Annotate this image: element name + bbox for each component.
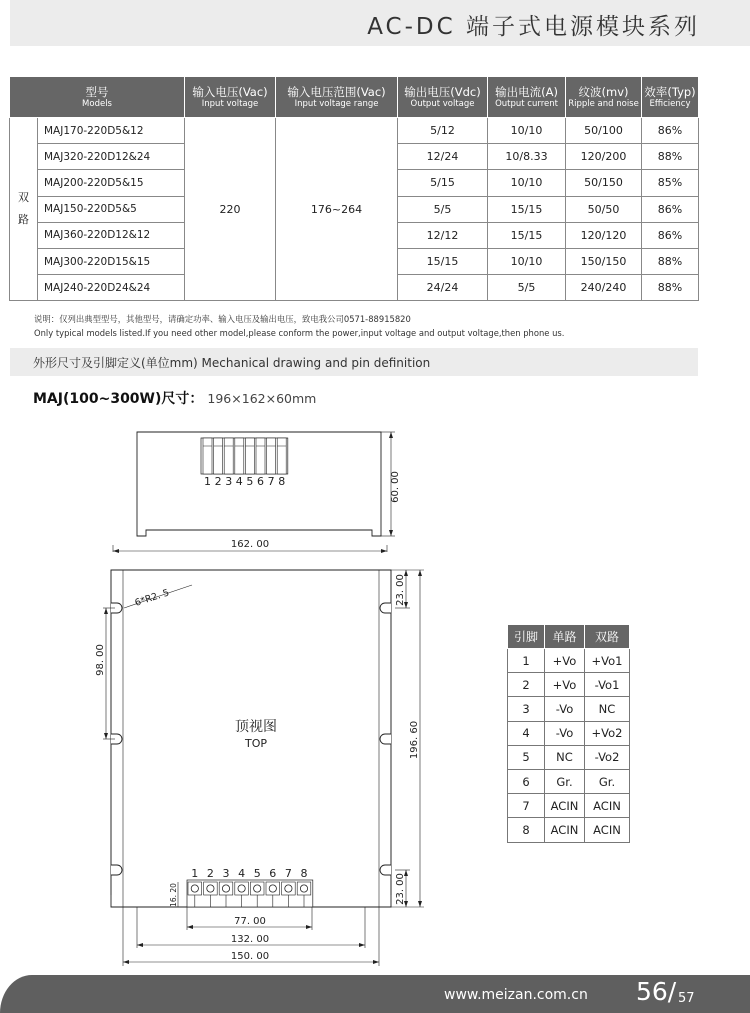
vout-cell: 5/12 (398, 118, 488, 144)
terminal-slot (277, 438, 286, 474)
pin-number: 7 (284, 867, 292, 880)
table-row (508, 673, 630, 697)
pin-cell: -Vo (545, 697, 585, 721)
hole-label: 6*R2. 5 (133, 587, 171, 609)
model-cell: MAJ240-220D24&24 (38, 275, 185, 301)
header-en: Input voltage (201, 98, 259, 109)
pin-number: 4 (238, 867, 246, 880)
eff-cell: 85% (642, 170, 699, 196)
terminal-slot (214, 438, 223, 474)
dim-23-bottom: 23. 00 (395, 873, 406, 905)
eff-cell: 86% (642, 196, 699, 222)
pin-number: 7 (267, 475, 275, 488)
header-zh: 输出电压(Vdc) (404, 84, 481, 99)
pin-number: 3 (225, 475, 233, 488)
pin-cell: +Vo1 (585, 649, 630, 673)
pin-number: 6 (257, 475, 264, 488)
header-en: Ripple and noise (568, 98, 639, 109)
page-number: 56/ (636, 977, 677, 1006)
pin-cell: -Vo1 (585, 673, 630, 697)
eff-cell: 86% (642, 118, 699, 144)
pin-header-cell: 双路 (585, 625, 630, 649)
header-en: Input voltage range (294, 98, 379, 109)
terminal-slot (203, 438, 212, 474)
pin-cell: ACIN (545, 818, 585, 842)
header-zh: 输出电流(A) (495, 84, 558, 99)
pin-number: 4 (235, 475, 243, 488)
terminal-screw (191, 885, 198, 892)
pin-cell: -Vo (545, 721, 585, 745)
page-total: 57 (678, 991, 695, 1006)
dim-77: 77. 00 (234, 916, 266, 927)
pin-number: 6 (269, 867, 277, 880)
pin-number: 1 (191, 867, 199, 880)
pin-table-body (508, 649, 630, 843)
pin-cell: 3 (508, 697, 545, 721)
header-en: Efficiency (649, 98, 691, 109)
pin-number: 1 (204, 475, 211, 488)
terminal-screw (222, 885, 229, 892)
pin-cell: NC (585, 697, 630, 721)
model-cell: MAJ360-220D12&12 (38, 222, 185, 248)
side-terminal-block (201, 438, 288, 474)
pin-table-header (508, 625, 630, 649)
note-zh: 说明：仅列出典型型号，其他型号，请确定功率、输入电压及输出电压，致电我公司0571-88915820 (34, 314, 411, 324)
pin-number: 5 (246, 475, 254, 488)
input-voltage-cell: 220 (185, 118, 276, 301)
model-cell: MAJ200-220D5&15 (38, 170, 185, 196)
pin-number: 5 (253, 867, 261, 880)
side-view (113, 432, 401, 553)
dim-150: 150. 00 (230, 951, 270, 962)
ripple-cell: 50/150 (566, 170, 642, 196)
pin-cell: 5 (508, 745, 545, 769)
terminal-screw (254, 885, 261, 892)
pin-cell: 4 (508, 721, 545, 745)
eff-cell: 88% (642, 248, 699, 274)
ripple-cell: 240/240 (566, 275, 642, 301)
terminal-slot (256, 438, 265, 474)
top-view (95, 570, 424, 966)
pin-cell: +Vo2 (585, 721, 630, 745)
top-view-label-en: TOP (244, 737, 268, 750)
pin-cell: 8 (508, 818, 545, 842)
top-view-label-zh: 顶视图 (235, 719, 277, 735)
vout-cell: 15/15 (398, 248, 488, 274)
terminal-slot (245, 438, 254, 474)
header-en: Output voltage (410, 98, 475, 109)
pin-cell: ACIN (545, 794, 585, 818)
pin-cell: ACIN (585, 794, 630, 818)
ripple-cell: 120/200 (566, 144, 642, 170)
iout-cell: 15/15 (488, 196, 566, 222)
iout-cell: 10/10 (488, 170, 566, 196)
model-cell: MAJ150-220D5&5 (38, 196, 185, 222)
eff-cell: 88% (642, 144, 699, 170)
model-cell: MAJ170-220D5&12 (38, 118, 185, 144)
table-row (508, 818, 630, 842)
pin-cell: 7 (508, 794, 545, 818)
dimension-value: 196×162×60mm (207, 391, 317, 406)
pin-cell: 2 (508, 673, 545, 697)
dim-162: 162. 00 (230, 539, 270, 550)
pin-cell: ACIN (585, 818, 630, 842)
vout-cell: 12/24 (398, 144, 488, 170)
pin-number: 3 (222, 867, 230, 880)
dim-23-top: 23. 00 (395, 574, 406, 606)
table-row (508, 697, 630, 721)
section-title: 外形尺寸及引脚定义(单位mm) Mechanical drawing and pin definition (33, 356, 431, 370)
ripple-cell: 50/100 (566, 118, 642, 144)
pin-number: 2 (214, 475, 222, 488)
input-range-cell: 176~264 (276, 118, 398, 301)
table-row (508, 721, 630, 745)
iout-cell: 5/5 (488, 275, 566, 301)
top-terminal-block (187, 880, 313, 907)
note-en: Only typical models listed.If you need other model,please conform the power,input voltage and output voltage,then phone us. (34, 328, 565, 338)
pin-cell: Gr. (585, 769, 630, 793)
pin-cell: Gr. (545, 769, 585, 793)
dim-16: 16. 20 (169, 883, 178, 907)
table-row (508, 769, 630, 793)
pin-cell: +Vo (545, 673, 585, 697)
table-row (508, 649, 630, 673)
terminal-screw (207, 885, 214, 892)
terminal-slot (267, 438, 276, 474)
pin-header-cell: 单路 (545, 625, 585, 649)
pin-cell: 6 (508, 769, 545, 793)
terminal-slot (235, 438, 244, 474)
header-zh: 纹波(mv) (578, 84, 629, 99)
group-label-char: 双 (18, 191, 29, 205)
model-cell: MAJ320-220D12&24 (38, 144, 185, 170)
header-en: Output current (495, 98, 558, 109)
footer-url[interactable]: www.meizan.com.cn (444, 987, 588, 1003)
header-zh: 型号 (85, 84, 109, 99)
group-label-char: 路 (18, 213, 29, 227)
eff-cell: 86% (642, 222, 699, 248)
ripple-cell: 120/120 (566, 222, 642, 248)
dim-60: 60. 00 (390, 471, 401, 503)
pin-cell: +Vo (545, 649, 585, 673)
terminal-screw (300, 885, 307, 892)
pin-table (507, 624, 630, 843)
page-title: AC-DC 端子式电源模块系列 (367, 14, 700, 40)
terminal-screw (238, 885, 245, 892)
iout-cell: 10/8.33 (488, 144, 566, 170)
pin-cell: -Vo2 (585, 745, 630, 769)
ripple-cell: 150/150 (566, 248, 642, 274)
iout-cell: 10/10 (488, 248, 566, 274)
vout-cell: 24/24 (398, 275, 488, 301)
pin-cell: NC (545, 745, 585, 769)
ripple-cell: 50/50 (566, 196, 642, 222)
dim-132: 132. 00 (230, 934, 270, 945)
pin-number: 8 (278, 475, 286, 488)
table-row (508, 794, 630, 818)
header-en: Models (82, 98, 112, 109)
eff-cell: 88% (642, 275, 699, 301)
footer-bar (0, 975, 750, 1013)
pin-header-row (508, 625, 630, 649)
iout-cell: 15/15 (488, 222, 566, 248)
terminal-screw (285, 885, 292, 892)
pin-cell: 1 (508, 649, 545, 673)
pin-header-cell: 引脚 (508, 625, 545, 649)
vout-cell: 12/12 (398, 222, 488, 248)
terminal-screw (269, 885, 276, 892)
dimension-label: MAJ(100~300W)尺寸： (33, 391, 204, 407)
vout-cell: 5/15 (398, 170, 488, 196)
pin-number: 2 (206, 867, 214, 880)
dim-196: 196. 60 (409, 720, 420, 760)
terminal-slot (224, 438, 233, 474)
table-row (508, 745, 630, 769)
header-zh: 输入电压范围(Vac) (287, 84, 386, 99)
dim-98: 98. 00 (95, 644, 106, 676)
iout-cell: 10/10 (488, 118, 566, 144)
header-zh: 效率(Typ) (644, 84, 696, 99)
model-cell: MAJ300-220D15&15 (38, 248, 185, 274)
header-zh: 输入电压(Vac) (192, 84, 268, 99)
vout-cell: 5/5 (398, 196, 488, 222)
pin-number: 8 (300, 867, 308, 880)
